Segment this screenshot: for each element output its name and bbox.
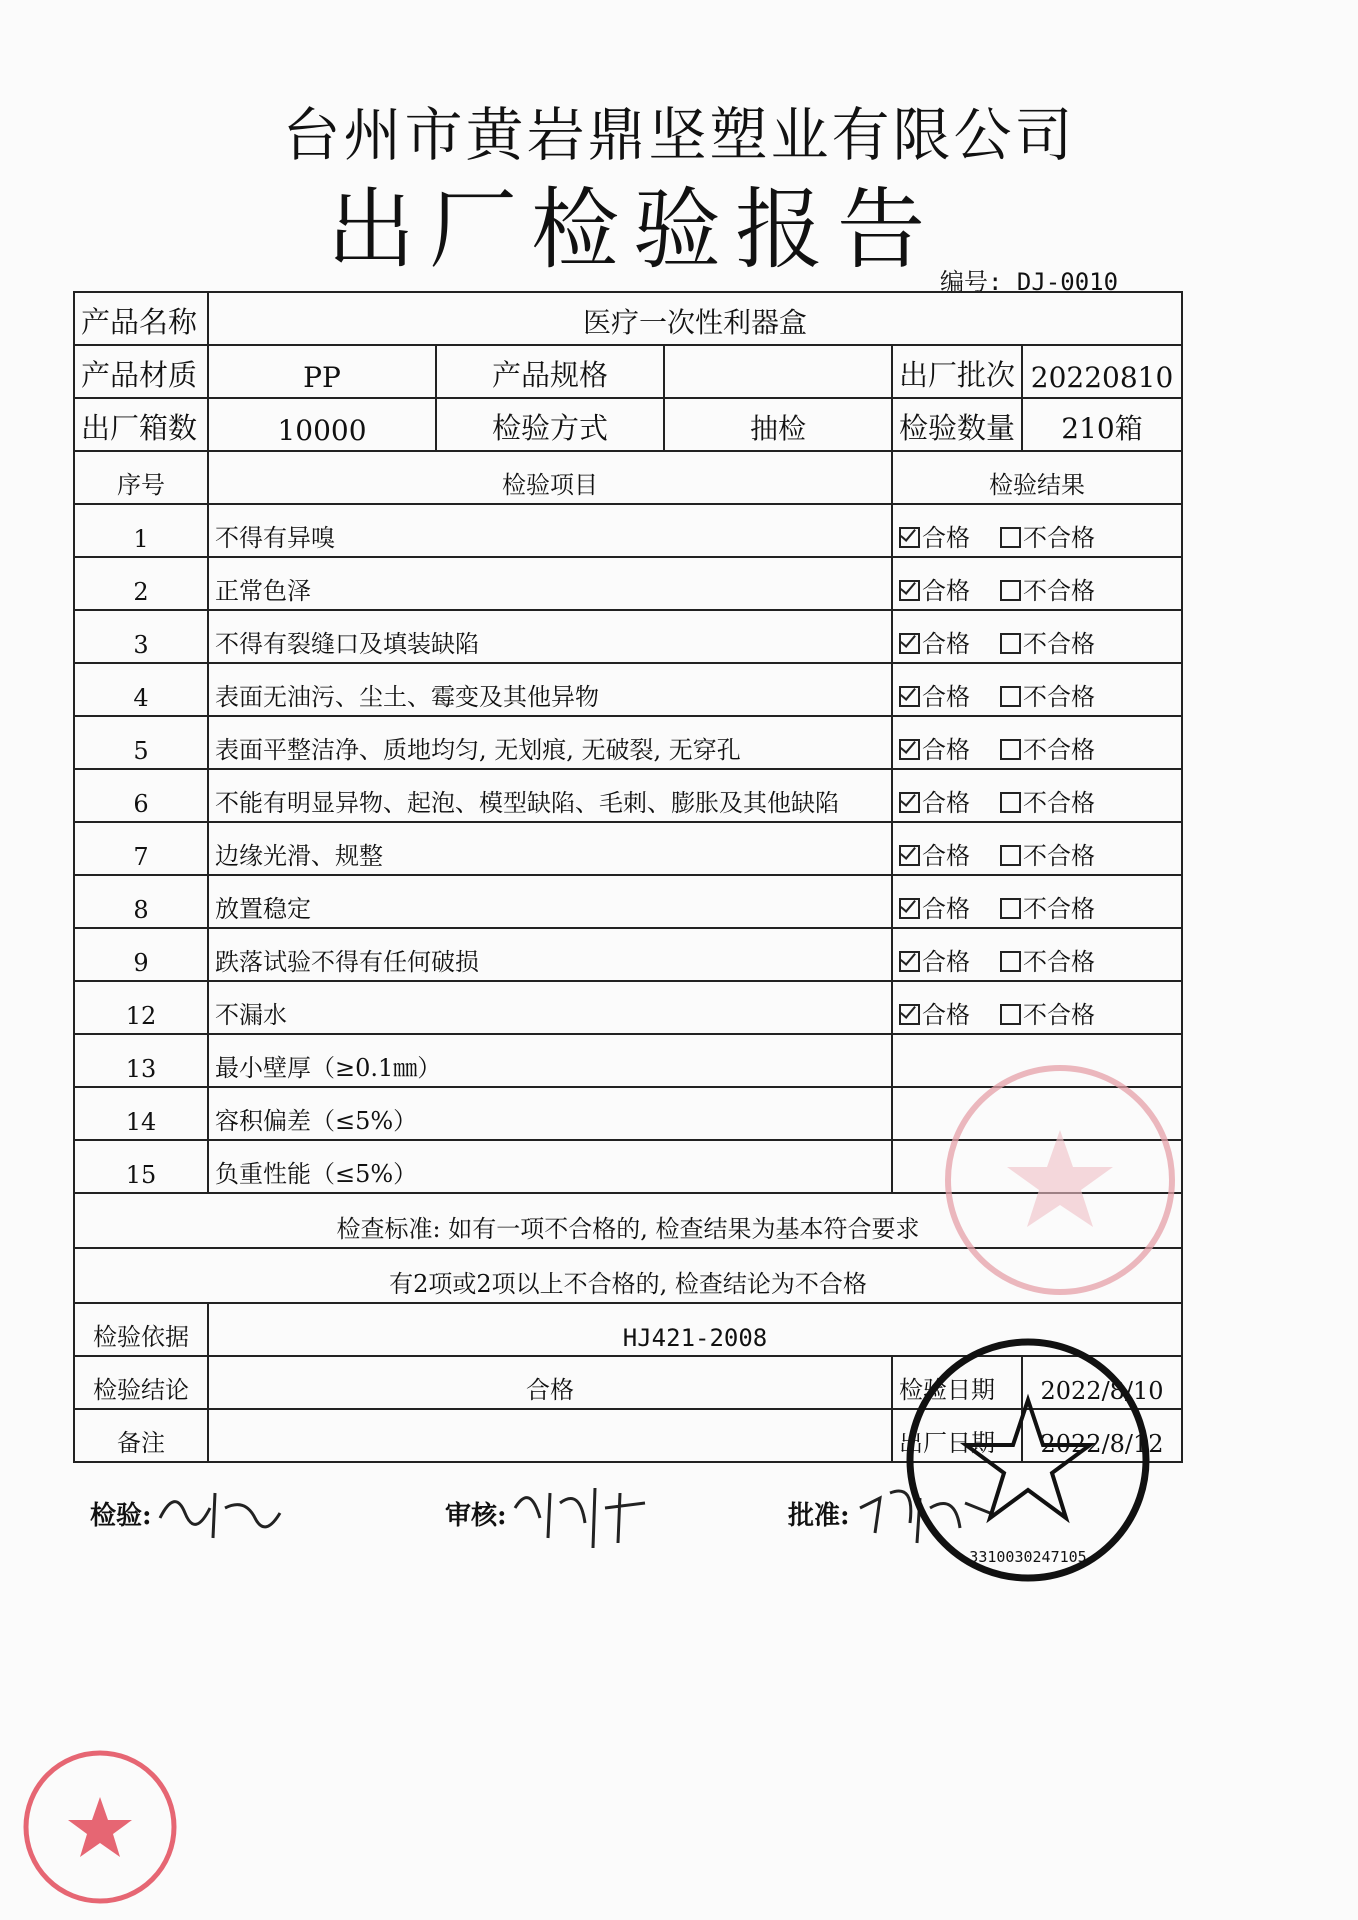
item-result <box>892 875 1182 928</box>
fail-checkbox[interactable] <box>1000 686 1021 707</box>
item-row <box>74 769 1182 822</box>
release-date-label: 出厂日期 <box>892 1409 1022 1462</box>
company-name: 台州市黄岩鼎坚塑业有限公司 <box>282 101 1076 169</box>
pass-label: 合格 <box>922 842 970 870</box>
inspector-label: 检验: <box>90 1501 152 1531</box>
document-number: 编号: DJ-0010 <box>940 268 1119 296</box>
fail-label: 不合格 <box>1023 630 1095 658</box>
item-result <box>892 504 1182 557</box>
fail-label: 不合格 <box>1023 948 1095 976</box>
pass-checkbox-checked[interactable] <box>899 792 920 813</box>
item-text: 不能有明显异物、起泡、模型缺陷、毛刺、膨胀及其他缺陷 <box>208 769 892 822</box>
item-no: 4 <box>74 663 208 716</box>
fail-label: 不合格 <box>1023 895 1095 923</box>
pass-label: 合格 <box>922 630 970 658</box>
standard-line-1: 检查标准: 如有一项不合格的, 检查结果为基本符合要求 <box>74 1193 1182 1248</box>
seal-number: 3310030247105 <box>969 1548 1087 1566</box>
quantity-value: 210箱 <box>1022 398 1182 451</box>
fail-label: 不合格 <box>1023 683 1095 711</box>
method-value: 抽检 <box>664 398 892 451</box>
fail-label: 不合格 <box>1023 577 1095 605</box>
item-text: 边缘光滑、规整 <box>208 822 892 875</box>
item-no: 8 <box>74 875 208 928</box>
pass-checkbox-checked[interactable] <box>899 580 920 601</box>
items-header-row <box>74 451 1182 504</box>
material-value: PP <box>208 345 436 398</box>
pass-label: 合格 <box>922 895 970 923</box>
item-no: 9 <box>74 928 208 981</box>
item-text: 放置稳定 <box>208 875 892 928</box>
item-no: 5 <box>74 716 208 769</box>
item-text: 跌落试验不得有任何破损 <box>208 928 892 981</box>
fail-label: 不合格 <box>1023 789 1095 817</box>
item-row <box>74 716 1182 769</box>
item-result <box>892 769 1182 822</box>
header-result: 检验结果 <box>892 451 1182 504</box>
pass-label: 合格 <box>922 948 970 976</box>
fail-label: 不合格 <box>1023 736 1095 764</box>
item-no: 13 <box>74 1034 208 1087</box>
company-seal-stamp <box>898 1330 1158 1590</box>
method-label: 检验方式 <box>436 398 664 451</box>
item-row <box>74 822 1182 875</box>
item-no: 7 <box>74 822 208 875</box>
remark-value <box>208 1409 892 1462</box>
item-text: 不得有异嗅 <box>208 504 892 557</box>
pass-label: 合格 <box>922 789 970 817</box>
pass-checkbox-checked[interactable] <box>899 633 920 654</box>
conclusion-label: 检验结论 <box>74 1356 208 1409</box>
fail-checkbox[interactable] <box>1000 1004 1021 1025</box>
item-result <box>892 822 1182 875</box>
fail-checkbox[interactable] <box>1000 951 1021 972</box>
fail-checkbox[interactable] <box>1000 633 1021 654</box>
product-material-row <box>74 345 1182 398</box>
item-text: 表面无油污、尘土、霉变及其他异物 <box>208 663 892 716</box>
material-label: 产品材质 <box>74 345 208 398</box>
item-row <box>74 875 1182 928</box>
item-no: 3 <box>74 610 208 663</box>
basis-value: HJ421-2008 <box>208 1303 1182 1356</box>
item-result <box>892 663 1182 716</box>
item-text: 容积偏差（≤5%） <box>208 1087 892 1140</box>
approver-label: 批准: <box>788 1501 850 1531</box>
item-text: 正常色泽 <box>208 557 892 610</box>
inspection-date-value: 2022/8/10 <box>1022 1356 1182 1409</box>
pass-checkbox-checked[interactable] <box>899 1004 920 1025</box>
item-result <box>892 716 1182 769</box>
item-row <box>74 663 1182 716</box>
reviewer-signature <box>510 1478 650 1558</box>
fail-label: 不合格 <box>1023 1001 1095 1029</box>
pass-checkbox-checked[interactable] <box>899 898 920 919</box>
fail-label: 不合格 <box>1023 524 1095 552</box>
boxes-label: 出厂箱数 <box>74 398 208 451</box>
inspector-signature <box>155 1478 285 1548</box>
pass-checkbox-checked[interactable] <box>899 686 920 707</box>
fail-checkbox[interactable] <box>1000 845 1021 866</box>
product-name-value: 医疗一次性利器盒 <box>208 292 1182 345</box>
report-title: 出厂检验报告 <box>326 178 939 281</box>
conclusion-value: 合格 <box>208 1356 892 1409</box>
quality-control-seal <box>18 1745 183 1910</box>
item-row <box>74 504 1182 557</box>
item-result <box>892 981 1182 1034</box>
spec-label: 产品规格 <box>436 345 664 398</box>
item-row <box>74 981 1182 1034</box>
reviewer-label: 审核: <box>445 1501 507 1531</box>
item-text: 负重性能（≤5%） <box>208 1140 892 1193</box>
item-text: 不漏水 <box>208 981 892 1034</box>
item-no: 2 <box>74 557 208 610</box>
fail-checkbox[interactable] <box>1000 898 1021 919</box>
standard-line-2: 有2项或2项以上不合格的, 检查结论为不合格 <box>74 1248 1182 1303</box>
boxes-row <box>74 398 1182 451</box>
boxes-value: 10000 <box>208 398 436 451</box>
red-seal-stamp <box>935 1055 1185 1305</box>
pass-label: 合格 <box>922 524 970 552</box>
item-result <box>892 610 1182 663</box>
inspection-date-label: 检验日期 <box>892 1356 1022 1409</box>
pass-label: 合格 <box>922 577 970 605</box>
item-text: 最小壁厚（≥0.1㎜） <box>208 1034 892 1087</box>
header-item: 检验项目 <box>208 451 892 504</box>
pass-checkbox-checked[interactable] <box>899 845 920 866</box>
pass-checkbox-checked[interactable] <box>899 951 920 972</box>
item-no: 1 <box>74 504 208 557</box>
fail-checkbox[interactable] <box>1000 792 1021 813</box>
pass-label: 合格 <box>922 736 970 764</box>
product-name-label: 产品名称 <box>74 292 208 345</box>
header-no: 序号 <box>74 451 208 504</box>
fail-checkbox[interactable] <box>1000 580 1021 601</box>
quantity-label: 检验数量 <box>892 398 1022 451</box>
pass-label: 合格 <box>922 683 970 711</box>
batch-value: 20220810 <box>1022 345 1182 398</box>
fail-checkbox[interactable] <box>1000 527 1021 548</box>
item-no: 14 <box>74 1087 208 1140</box>
item-result <box>892 557 1182 610</box>
release-date-value: 2022/8/12 <box>1022 1409 1182 1462</box>
pass-checkbox-checked[interactable] <box>899 739 920 760</box>
item-row <box>74 610 1182 663</box>
batch-label: 出厂批次 <box>892 345 1022 398</box>
pass-label: 合格 <box>922 1001 970 1029</box>
item-row <box>74 928 1182 981</box>
pass-checkbox-checked[interactable] <box>899 527 920 548</box>
product-name-row <box>74 292 1182 345</box>
item-row <box>74 557 1182 610</box>
item-result <box>892 928 1182 981</box>
fail-checkbox[interactable] <box>1000 739 1021 760</box>
fail-label: 不合格 <box>1023 842 1095 870</box>
item-no: 15 <box>74 1140 208 1193</box>
item-no: 6 <box>74 769 208 822</box>
basis-label: 检验依据 <box>74 1303 208 1356</box>
item-text: 不得有裂缝口及填装缺陷 <box>208 610 892 663</box>
remark-label: 备注 <box>74 1409 208 1462</box>
spec-value <box>664 345 892 398</box>
item-no: 12 <box>74 981 208 1034</box>
item-text: 表面平整洁净、质地均匀, 无划痕, 无破裂, 无穿孔 <box>208 716 892 769</box>
